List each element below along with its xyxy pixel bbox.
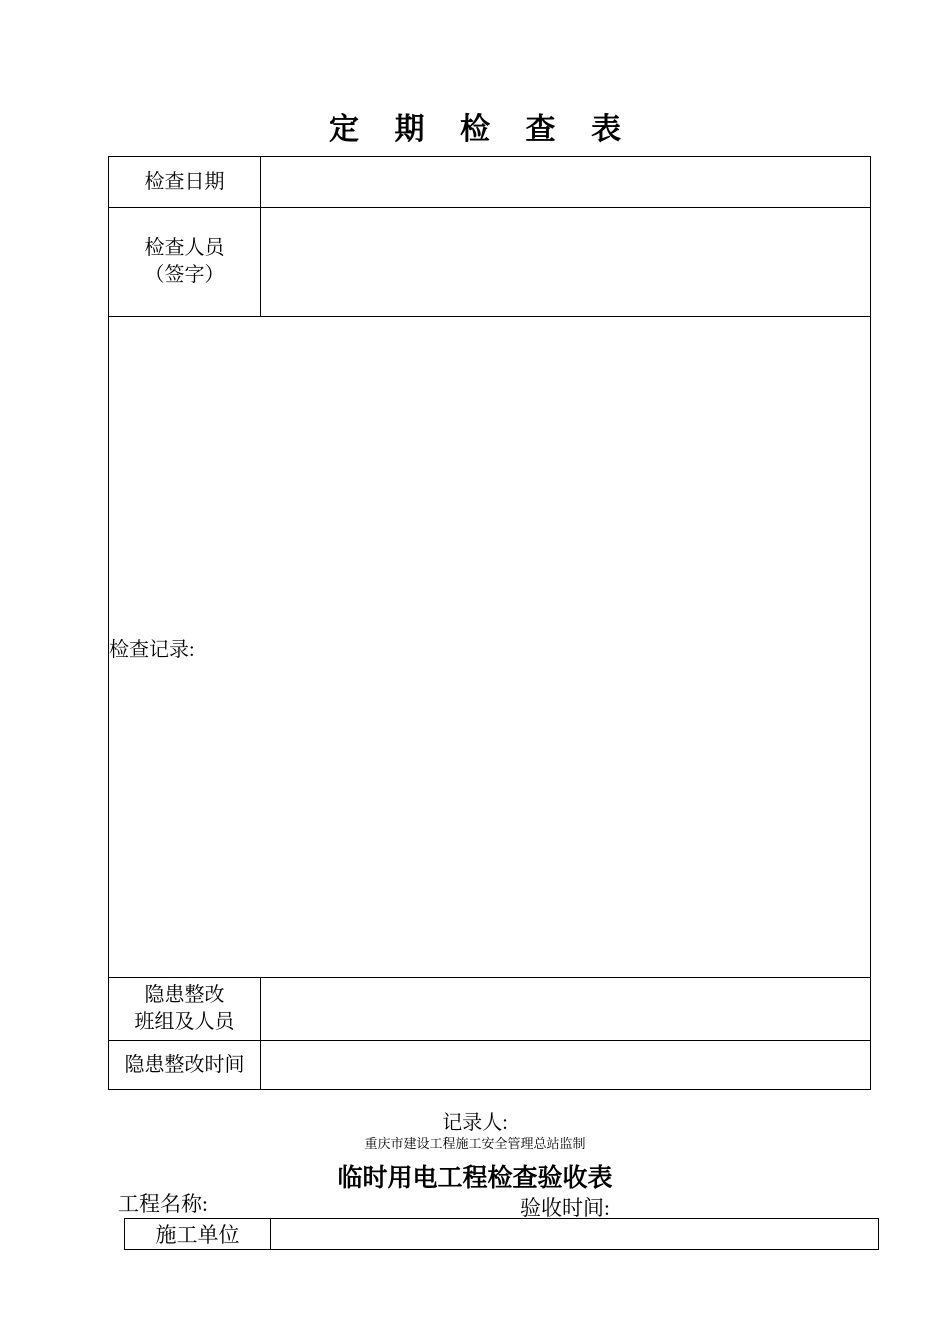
acceptance-time-label: 验收时间: [520, 1196, 610, 1220]
inspection-record-label: 检查记录: [109, 638, 195, 661]
rectify-team-label-line2: 班组及人员 [134, 1011, 235, 1033]
construction-unit-label: 施工单位 [125, 1219, 271, 1250]
recorder-label: 记录人: [442, 1112, 508, 1134]
second-form-header-row [0, 1188, 950, 1220]
periodic-inspection-table [108, 156, 871, 1090]
rectify-time-label: 隐患整改时间 [109, 1041, 261, 1090]
table-row [109, 208, 871, 317]
inspector-label-line1: 检查人员 [144, 237, 225, 259]
inspection-date-value[interactable] [261, 157, 871, 208]
temporary-electricity-acceptance-table [124, 1218, 879, 1250]
rectify-team-label [109, 978, 261, 1041]
rectify-team-value[interactable] [261, 978, 871, 1041]
table-row [125, 1219, 879, 1250]
rectify-team-label-line1: 隐患整改 [144, 984, 225, 1006]
inspector-label [109, 208, 261, 317]
table-row [109, 317, 871, 978]
table-row [109, 978, 871, 1041]
inspection-date-label: 检查日期 [109, 157, 261, 208]
inspector-label-line2: （签字） [144, 264, 225, 286]
construction-unit-value[interactable] [271, 1219, 879, 1250]
rectify-time-value[interactable] [261, 1041, 871, 1090]
project-name-label: 工程名称: [118, 1192, 208, 1216]
table-row [109, 1041, 871, 1090]
second-form-title: 临时用电工程检查验收表 [337, 1165, 613, 1192]
inspection-record-cell[interactable] [109, 317, 871, 978]
page-title: 定 期 检 查 表 [329, 113, 635, 146]
issuer-note: 重庆市建设工程施工安全管理总站监制 [364, 1136, 586, 1151]
table-row [109, 157, 871, 208]
inspector-value[interactable] [261, 208, 871, 317]
